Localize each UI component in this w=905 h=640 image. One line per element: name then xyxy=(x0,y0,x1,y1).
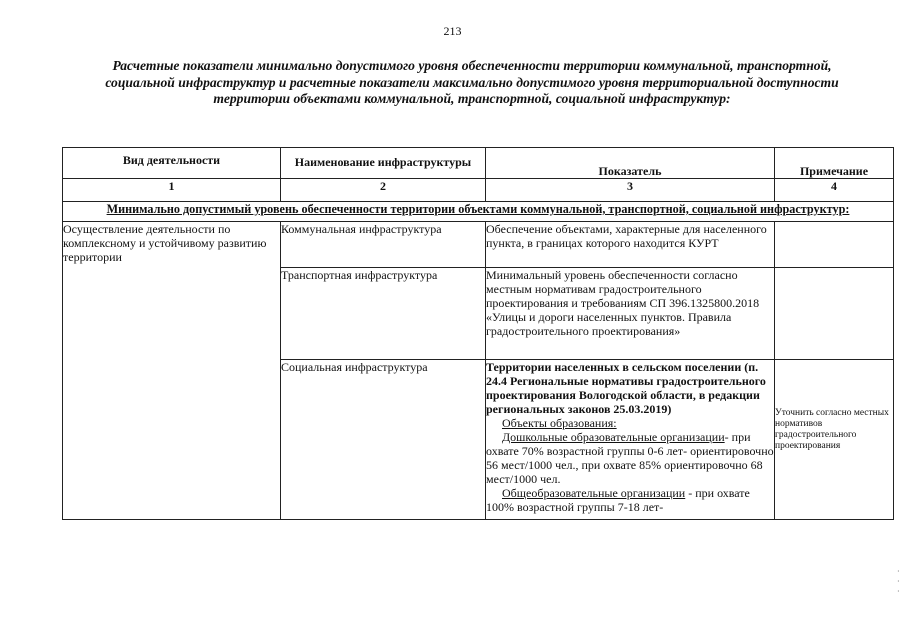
table-header-row xyxy=(63,148,894,179)
column-number-1: 1 xyxy=(63,179,281,202)
note-cell xyxy=(775,222,894,268)
header-note: Примечание xyxy=(775,148,894,179)
indicator-cell xyxy=(486,360,775,520)
column-number-2: 2 xyxy=(281,179,486,202)
table-row xyxy=(63,222,894,268)
school-text: - при охвате 100% возрастной группы 7-18 лет- xyxy=(486,486,750,514)
indicator-cell: Минимальный уровень обеспеченности согласно местным нормативам градостроительного проектирования и требованиям СП 396.1325800.2018 «Улицы и дороги населенных пунктов. Правила градостроительного проектирования» xyxy=(486,268,775,360)
column-number-4: 4 xyxy=(775,179,894,202)
activity-cell: Осуществление деятельности по комплексному и устойчивому развитию территории xyxy=(63,222,281,520)
page-number: 213 xyxy=(443,24,462,38)
indicator-bold-text: Территории населенных в сельском поселении (п. 24.4 Региональные нормативы градостроительного проектирования Вологодской области, в редакции региональных законов 25.03.2019) xyxy=(486,360,766,416)
document-title: Расчетные показатели минимально допустимого уровня обеспеченности территории коммунальной, транспортной, социальной инфраструктур и расчетные показатели максимально допустимого уровня территориальной доступности территории объектами коммунальной, транспортной, социальной инфраструктур: xyxy=(105,58,839,106)
note-cell xyxy=(775,268,894,360)
header-activity: Вид деятельности xyxy=(63,148,281,179)
preschool-label: Дошкольные образовательные организации xyxy=(502,430,725,444)
infrastructure-cell: Социальная инфраструктура xyxy=(281,360,486,520)
note-cell: Уточнить согласно местных нормативов градостроительного проектирования xyxy=(775,360,894,520)
header-infrastructure: Наименование инфраструктуры xyxy=(281,148,486,179)
school-label: Общеобразовательные организации xyxy=(502,486,686,500)
infrastructure-cell: Коммунальная инфраструктура xyxy=(281,222,486,268)
indicators-table xyxy=(62,147,894,520)
infrastructure-cell: Транспортная инфраструктура xyxy=(281,268,486,360)
column-number-3: 3 xyxy=(486,179,775,202)
education-heading: Объекты образования: xyxy=(502,416,617,430)
preschool-text: - при охвате 70% возрастной группы 0-6 лет- ориентировочно 56 мест/1000 чел., при охвате 85% ориентировочно 68 мест/1000 чел. xyxy=(486,430,774,486)
header-indicator: Показатель xyxy=(486,148,775,179)
section-row xyxy=(63,202,894,222)
margin-mark: · · · xyxy=(897,567,900,596)
indicator-cell: Обеспечение объектами, характерные для населенного пункта, в границах которого находится КУРТ xyxy=(486,222,775,268)
column-number-row xyxy=(63,179,894,202)
section-title: Минимально допустимый уровень обеспеченности территории объектами коммунальной, транспортной, социальной инфраструктур: xyxy=(63,202,894,222)
